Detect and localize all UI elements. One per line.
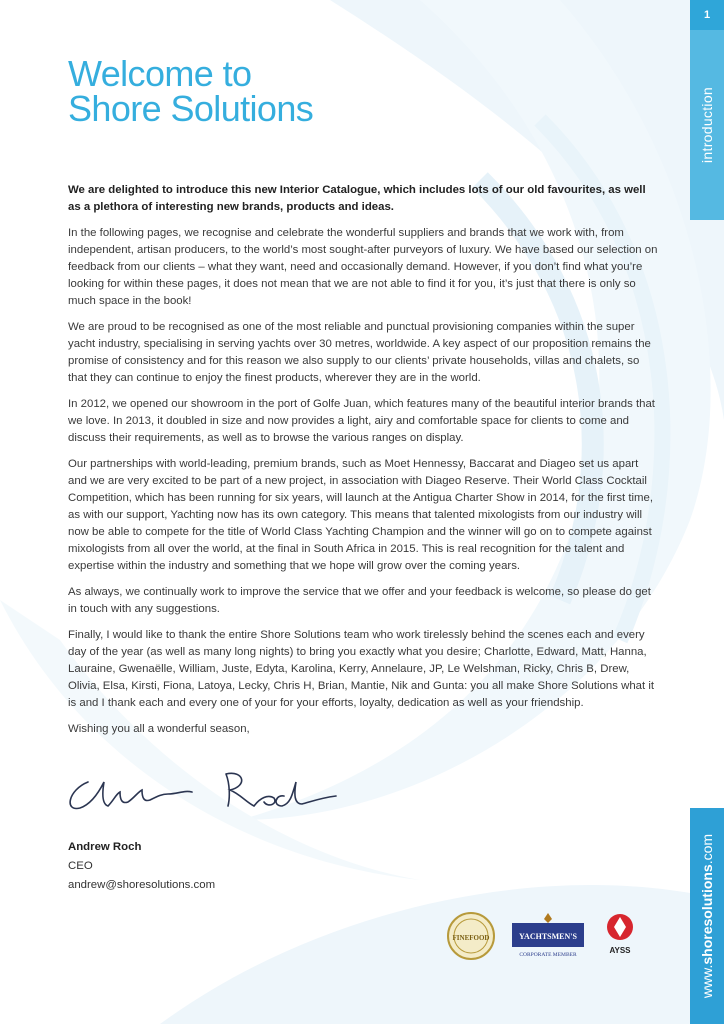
ayss-text: AYSS (609, 946, 631, 955)
finefood-badge-icon (446, 911, 496, 961)
signatory-block (68, 838, 215, 895)
paragraph: Our partnerships with world-leading, premium brands, such as Moet Hennessy, Baccarat and Diageo set us apart and we are very excited to be part of a new project, in association with Diageo Reserve. Their World Class Cocktail Competition, which has been running for six years, will launch at the Antigua Charter Show in 2014, for the first time, as with our support, Yachting now has its own category. This means that talented mixologists from our industry will now be able to compete for the title of World Class Yachting Champion and the winner will go on to compete against mixologists from all over the world, at the final in South Africa in 2015. This is real recognition for the talent and expertise within the industry and something that we hope will grow over the coming years. (68, 458, 654, 572)
yachtsmens-title: YACHTSMEN'S (519, 932, 577, 941)
paragraph: In the following pages, we recognise and celebrate the wonderful suppliers and brands that we work with, from independent, artisan producers, to the world’s most sought-after purveyors of luxury. We have based our selection on feedback from our clients – what they want, need and occasionally demand. However, if you don’t find what you’re looking for within these pages, it does not mean that we are not able to find it for you, it’s just that there is only so much space in the book! (68, 227, 658, 307)
title-line-2: Shore Solutions (68, 88, 314, 129)
section-label: introduction (699, 87, 715, 163)
website-main: shoresolutions (699, 864, 715, 965)
website-suffix: .com (699, 833, 715, 865)
intro-paragraph: We are delighted to introduce this new Interior Catalogue, which includes lots of our old favourites, as well as a plethora of interesting new brands, products and ideas. (68, 184, 646, 213)
finefood-text: FINEFOOD (452, 934, 490, 942)
signatory-email[interactable]: andrew@shoresolutions.com (68, 879, 216, 891)
letter-body (68, 182, 658, 738)
handwritten-signature (58, 760, 348, 820)
paragraph: As always, we continually work to improve the service that we offer and your feedback is welcome, so please do get in touch with any suggestions. (68, 586, 651, 615)
page-title (68, 53, 658, 129)
yachtsmens-badge-icon (508, 911, 588, 961)
signatory-role: CEO (68, 860, 93, 872)
section-tab (690, 30, 724, 220)
signatory-name: Andrew Roch (68, 841, 142, 853)
title-line-1: Welcome to (68, 53, 252, 94)
website-tab[interactable] (690, 808, 724, 1024)
letter-content (68, 53, 658, 747)
membership-badges (446, 906, 640, 966)
paragraph: We are proud to be recognised as one of the most reliable and punctual provisioning companies within the super yacht industry, specialising in serving yachts over 30 metres, worldwide. A key aspect of our proposition remains the promise of consistency and for this reason we also supply to our clients’ private households, villas and chalets, so that they can continue to enjoy the finest products, wherever they are in the world. (68, 321, 651, 384)
yachtsmens-subtitle: CORPORATE MEMBER (519, 952, 577, 958)
closing-line: Wishing you all a wonderful season, (68, 723, 250, 735)
page-number: 1 (690, 0, 724, 30)
website-prefix: www. (699, 964, 715, 999)
website-link[interactable] (699, 834, 715, 998)
ayss-badge-icon (600, 911, 640, 961)
paragraph: In 2012, we opened our showroom in the port of Golfe Juan, which features many of the beautiful interior brands that we love. In 2013, it doubled in size and now provides a light, airy and comfortable space for clients to come and discuss their requirements, as well as to browse the various ranges on display. (68, 398, 655, 444)
side-tab (690, 0, 724, 1024)
paragraph: Finally, I would like to thank the entire Shore Solutions team who work tirelessly behind the scenes each and every day of the year (as well as many long nights) to bring you exactly what you desire; Charlotte, Edward, Matt, Hanna, Lauraine, Gwenaëlle, William, Juste, Edyta, Karolina, Kerry, Annelaure, JP, Le Welshman, Ricky, Chris B, Drew, Olivia, Elsa, Kirsti, Fiona, Latoya, Lecky, Chris H, Brian, Mantie, Nik and Gunta: you all make Shore Solutions what it is and I thank each and every one of your for your efforts, loyalty, dedication as well as your friendship. (68, 629, 655, 709)
